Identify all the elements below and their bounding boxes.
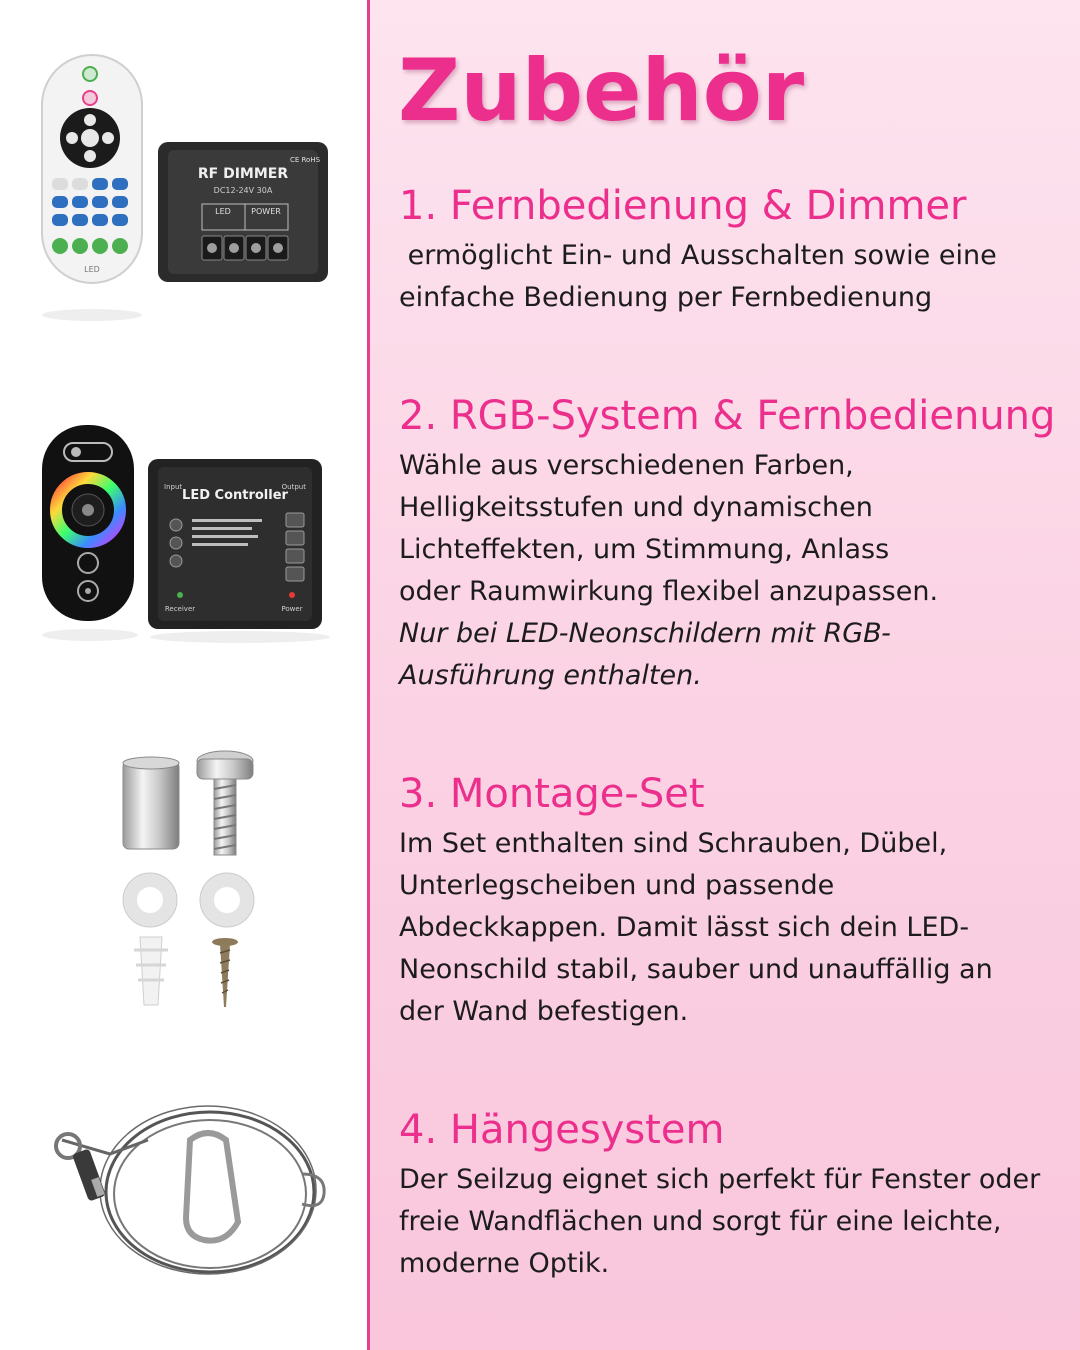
section-remote-dimmer <box>399 183 1059 319</box>
dimmer-name-label: RF DIMMER <box>197 166 289 182</box>
rgb-controller-image <box>30 415 340 665</box>
section-heading: 4. Hängesystem <box>399 1107 725 1153</box>
page-title: Zubehör <box>398 41 805 141</box>
mounting-set-image <box>110 745 270 1020</box>
section-body: Der Seilzug eignet sich perfekt für Fenster oder freie Wandflächen und sorgt für eine leichte, moderne Optik. <box>399 1164 1041 1279</box>
section-mounting-set <box>399 771 1059 1033</box>
section-heading: 1. Fernbedienung & Dimmer <box>399 183 967 229</box>
section-heading: 3. Montage-Set <box>399 771 705 817</box>
remote-dimmer-image <box>30 50 340 330</box>
controller-power-label: Power <box>281 605 303 613</box>
controller-receiver-label: Receiver <box>164 605 196 613</box>
section-note: Nur bei LED-Neonschildern mit RGB-Ausführung enthalten. <box>399 618 891 691</box>
controller-name-label: LED Controller <box>182 488 288 503</box>
hanging-system-image <box>40 1100 340 1290</box>
dimmer-spec-label: DC12-24V 30A <box>213 186 273 195</box>
dimmer-led-label: LED <box>215 207 231 216</box>
section-rgb-system <box>399 393 1059 697</box>
section-body: ermöglicht Ein- und Ausschalten sowie eine einfache Bedienung per Fernbedienung <box>399 240 1006 313</box>
dimmer-power-label: POWER <box>251 207 281 216</box>
dimmer-cert-label: CE RoHS <box>289 156 321 164</box>
section-body: Im Set enthalten sind Schrauben, Dübel, Unterlegscheiben und passende Abdeckkappen. Damit lässt sich dein LED-Neonschild stabil, sauber und unauffällig an der Wand befestigen. <box>399 828 993 1027</box>
section-hanging-system <box>399 1107 1059 1285</box>
section-body: Wähle aus verschiedenen Farben, Helligkeitsstufen und dynamischen Lichteffekten, um Stimmung, Anlass oder Raumwirkung flexibel anzupassen. <box>399 450 939 607</box>
remote-brand-label: LED <box>84 265 100 274</box>
controller-output-label: Output <box>281 483 306 491</box>
controller-input-label: Input <box>164 483 183 491</box>
section-heading: 2. RGB-System & Fernbedienung <box>399 393 1056 439</box>
